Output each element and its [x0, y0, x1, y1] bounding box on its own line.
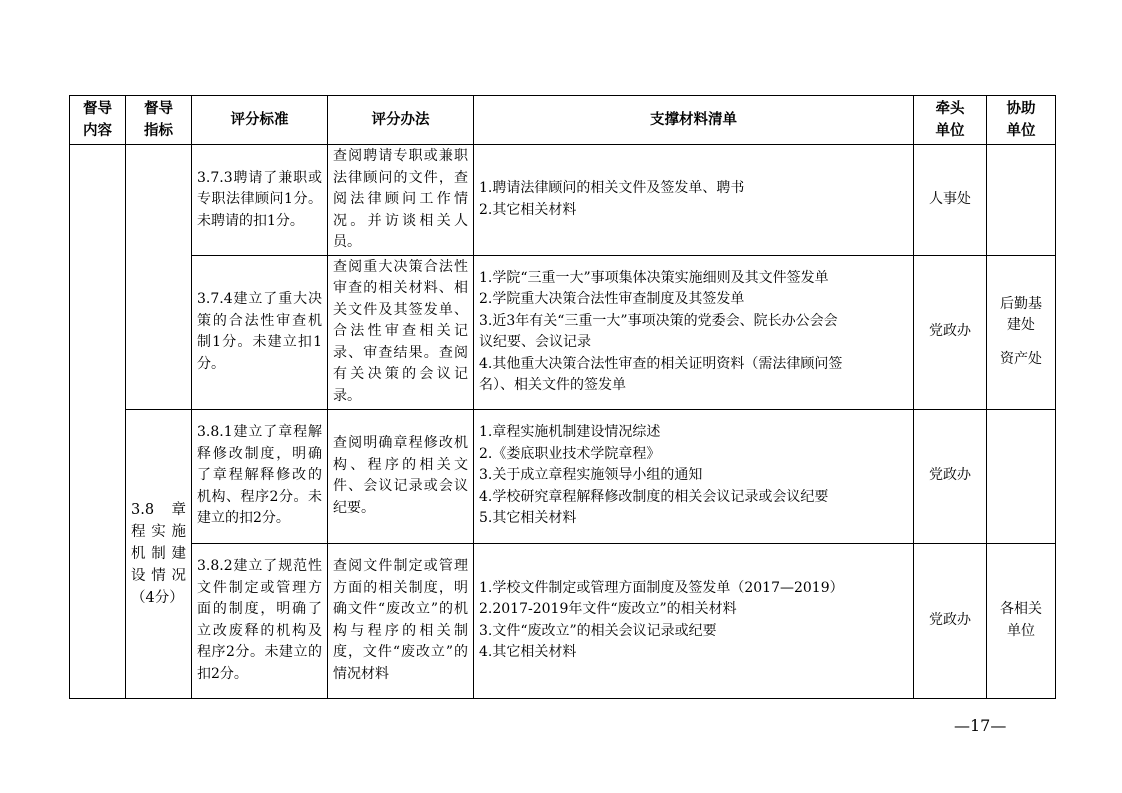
table-row [70, 543, 1056, 698]
header-content: 督导 内容 [70, 96, 126, 145]
header-materials: 支撑材料清单 [474, 96, 914, 145]
assist-unit-cell: 后勤基 建处 资产处 [987, 255, 1056, 409]
page-number: —17— [954, 716, 1007, 735]
material-item: 5.其它相关材料 [479, 510, 577, 527]
materials-cell [474, 145, 914, 256]
standard-cell: 3.7.4建立了重大决策的合法性审查机制1分。未建立扣1分。 [192, 255, 328, 409]
header-lead-unit: 牵头 单位 [914, 96, 987, 145]
indicator-cell-37 [126, 145, 192, 410]
method-cell: 查阅文件制定或管理方面的相关制度，明确文件“废改立”的机构与程序的相关制度，文件“废改立”的情况材料 [328, 543, 474, 698]
indicator-cell-38: 3.8 章程实施机制建设情况（4分） [126, 409, 192, 698]
material-item: 2.学院重大决策合法性审查制度及其签发单 [479, 291, 745, 307]
method-cell: 查阅聘请专职或兼职法律顾问的文件，查阅法律顾问工作情况。并访谈相关人员。 [328, 145, 474, 256]
lead-unit-cell: 党政办 [914, 255, 987, 409]
materials-cell [474, 255, 914, 409]
header-assist-unit: 协助 单位 [987, 96, 1056, 145]
material-item: 2.其它相关材料 [479, 201, 577, 218]
material-item: 1.章程实施机制建设情况综述 [479, 424, 661, 441]
table-header-row [70, 96, 1056, 145]
method-cell: 查阅重大决策合法性审查的相关材料、相关文件及其签发单、合法性审查相关记录、审查结果。查阅有关决策的会议记录。 [328, 255, 474, 409]
evaluation-table [69, 95, 1056, 699]
materials-cell [474, 409, 914, 543]
material-item: 2.2017-2019年文件“废改立”的相关材料 [479, 601, 737, 617]
material-item: 1.聘请法律顾问的相关文件及签发单、聘书 [479, 180, 745, 197]
table-row [70, 255, 1056, 409]
lead-unit-cell: 党政办 [914, 543, 987, 698]
material-item: 3.文件“废改立”的相关会议记录或纪要 [479, 622, 717, 639]
standard-cell: 3.7.3聘请了兼职或专职法律顾问1分。未聘请的扣1分。 [192, 145, 328, 256]
lead-unit-cell: 党政办 [914, 409, 987, 543]
assist-unit-cell [987, 409, 1056, 543]
material-item: 1.学院“三重一大”事项集体决策实施细则及其文件签发单 [479, 269, 829, 286]
material-item: 名）、相关文件的签发单 [479, 377, 626, 393]
material-item: 4.其它相关材料 [479, 644, 577, 660]
table-row [70, 145, 1056, 256]
header-standard: 评分标准 [192, 96, 328, 145]
header-method: 评分办法 [328, 96, 474, 145]
material-item: 议纪要、会议记录 [479, 334, 591, 350]
material-item: 3.关于成立章程实施领导小组的通知 [479, 467, 703, 484]
table-row [70, 409, 1056, 543]
material-item: 2.《娄底职业技术学院章程》 [479, 445, 661, 462]
materials-cell [474, 543, 914, 698]
standard-cell: 3.8.2建立了规范性文件制定或管理方面的制度，明确了立改废释的机构及程序2分。未建立的扣2分。 [192, 543, 328, 698]
header-indicator: 督导 指标 [126, 96, 192, 145]
content-cell [70, 145, 126, 699]
assist-unit-cell [987, 145, 1056, 256]
material-item: 3.近3年有关“三重一大”事项决策的党委会、院长办公会会 [479, 312, 838, 329]
standard-cell: 3.8.1建立了章程解释修改制度，明确了章程解释修改的机构、程序2分。未建立的扣2分。 [192, 409, 328, 543]
material-item: 1.学校文件制定或管理方面制度及签发单（2017—2019） [479, 579, 844, 596]
assist-unit-cell: 各相关 单位 [987, 543, 1056, 698]
lead-unit-cell: 人事处 [914, 145, 987, 256]
material-item: 4.学校研究章程解释修改制度的相关会议记录或会议纪要 [479, 488, 829, 505]
method-cell: 查阅明确章程修改机构、程序的相关文件、会议记录或会议纪要。 [328, 409, 474, 543]
material-item: 4.其他重大决策合法性审查的相关证明资料（需法律顾问签 [479, 355, 843, 372]
